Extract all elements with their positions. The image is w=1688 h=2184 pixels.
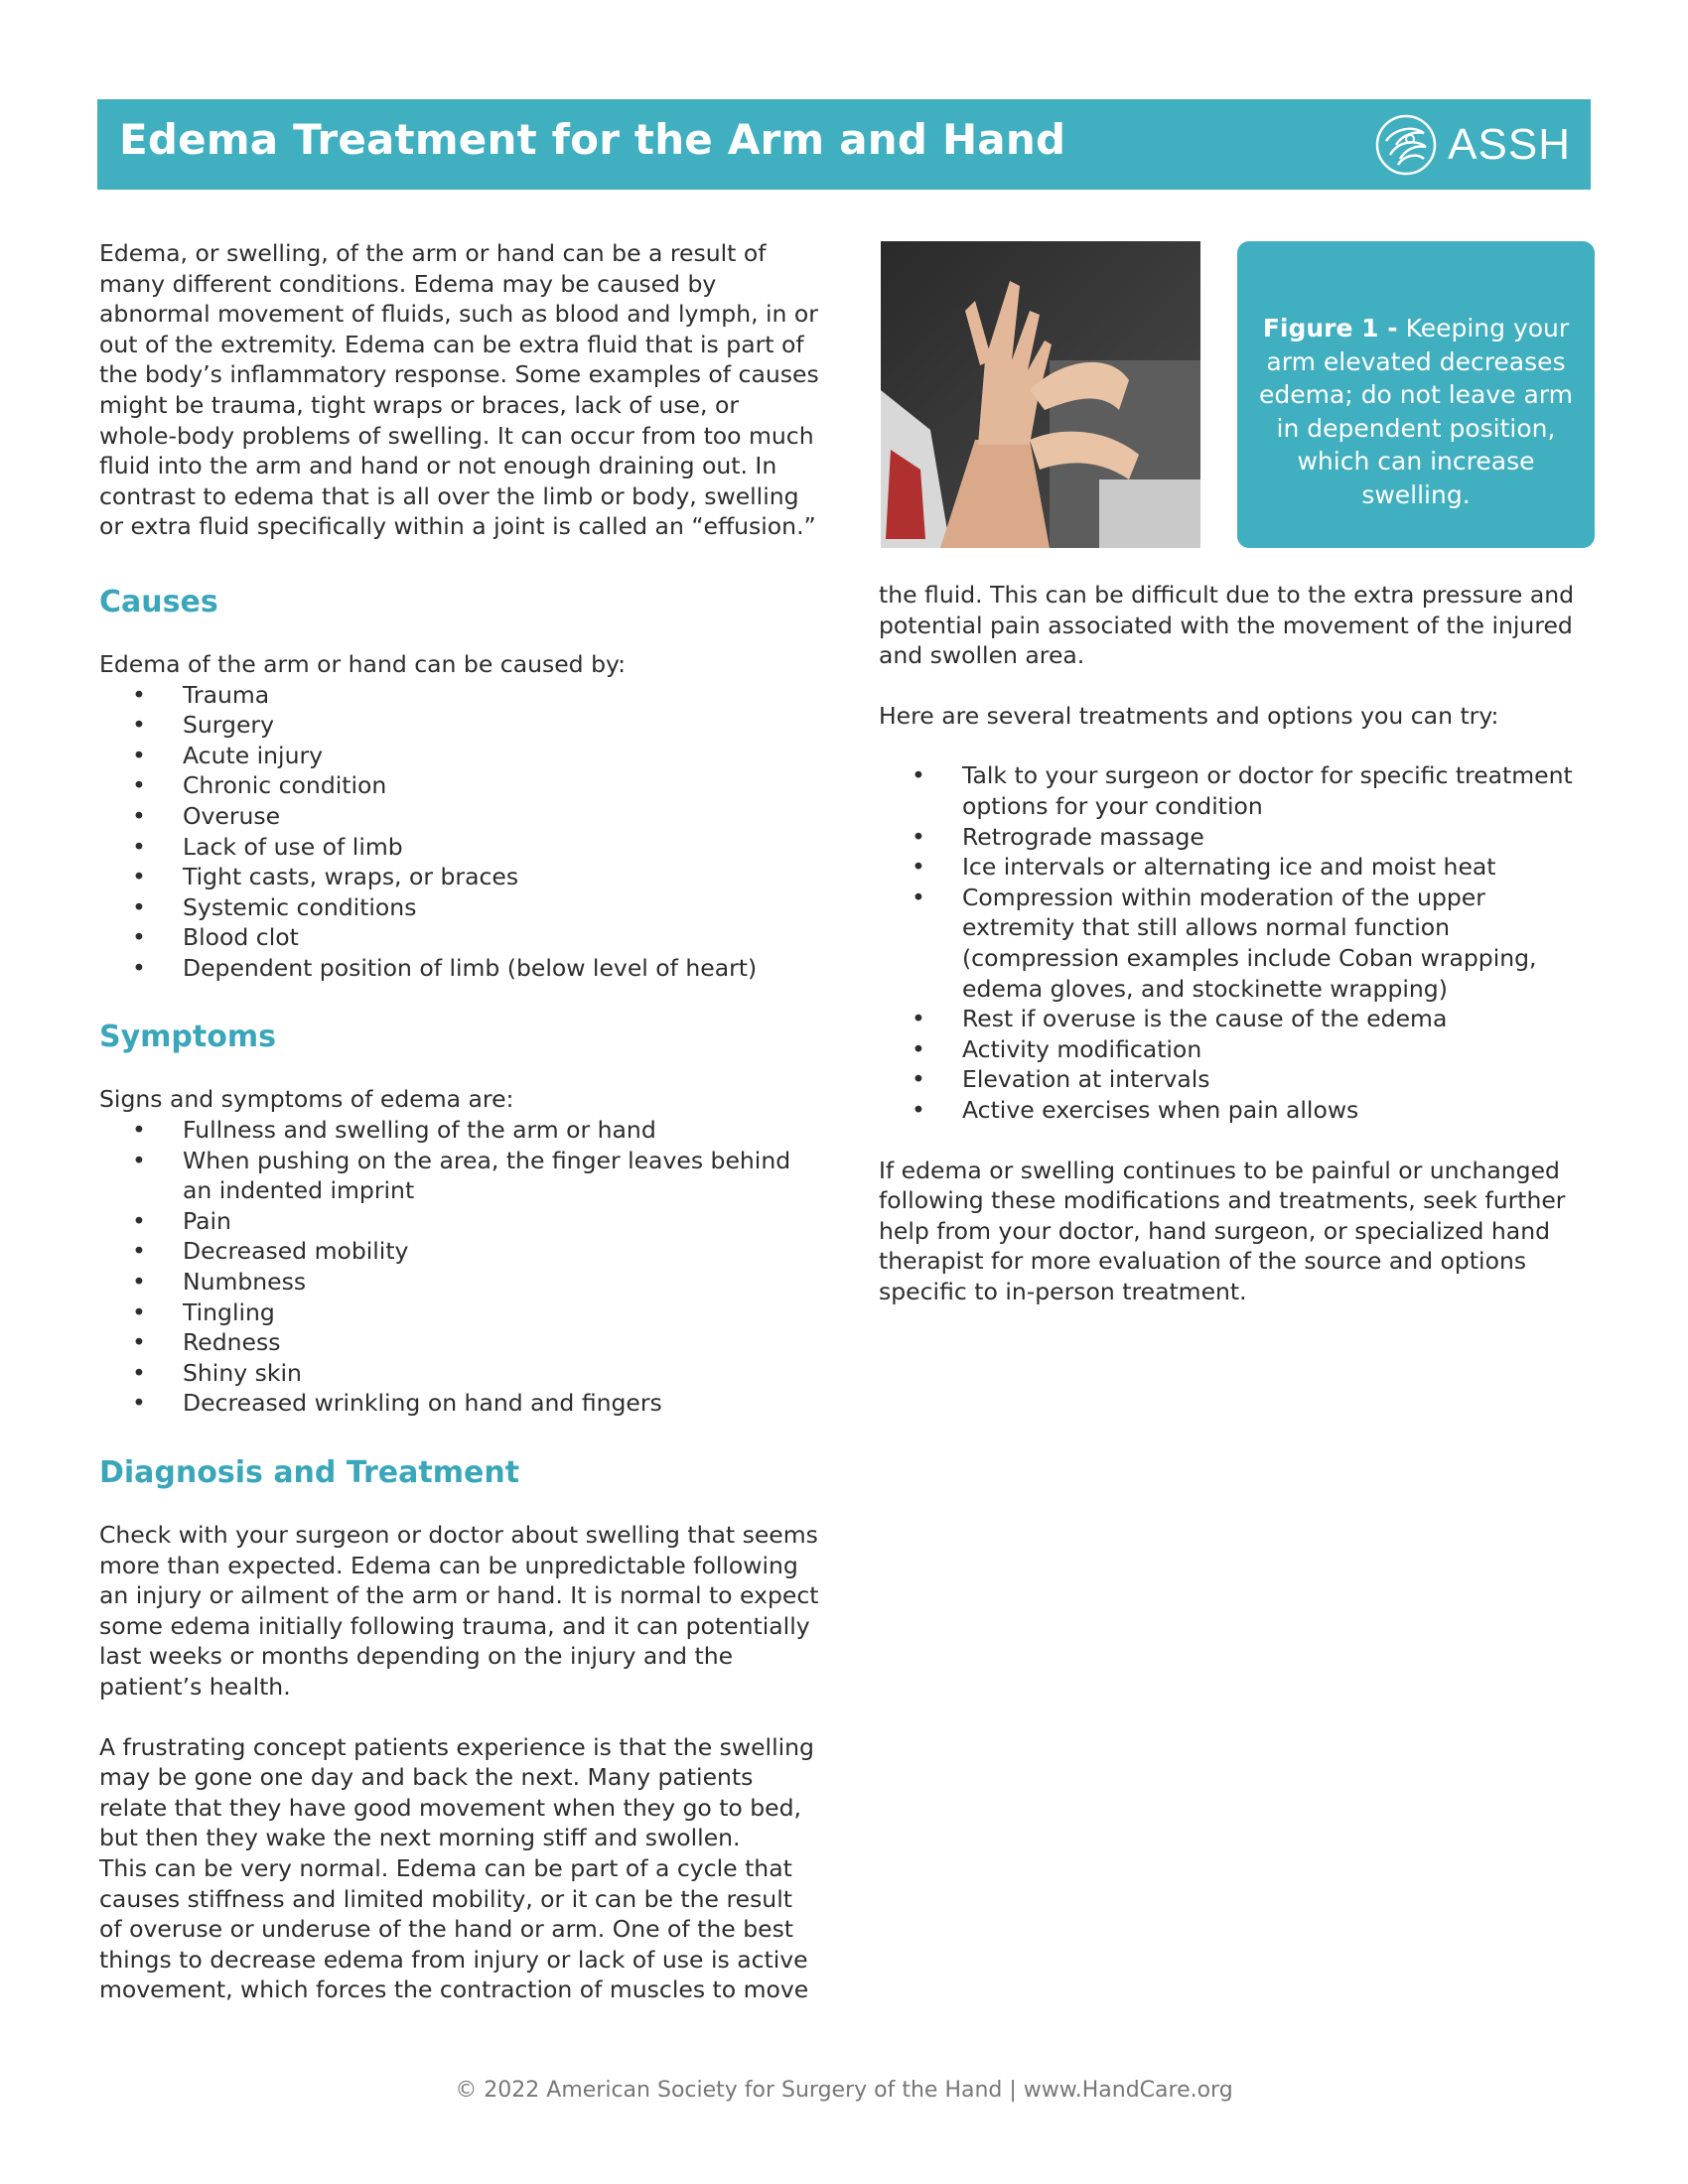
list-item: • Tingling	[99, 1297, 822, 1328]
diagnosis-paragraph-4: the fluid. This can be difficult due to the extra pressure and potential pain associated with the movement of the injured and swollen area.	[879, 581, 1575, 670]
figure-photo	[881, 241, 1200, 548]
list-item: • Shiny skin	[99, 1358, 822, 1389]
assh-logo-icon	[1372, 111, 1440, 179]
list-item: • Surgery	[99, 710, 822, 741]
list-item: • Active exercises when pain allows	[879, 1095, 1594, 1126]
causes-heading: Causes	[99, 584, 218, 619]
list-item: • Fullness and swelling of the arm or hand	[99, 1115, 822, 1146]
list-item: • Pain	[99, 1206, 822, 1237]
list-item: • Chronic condition	[99, 770, 822, 801]
page-footer: © 2022 American Society for Surgery of the Hand | www.HandCare.org	[455, 2078, 1233, 2103]
assh-logo	[1372, 109, 1571, 180]
treatments-list	[879, 760, 1594, 1125]
list-item: • Activity modification	[879, 1034, 1594, 1065]
list-item: • Dependent position of limb (below level of heart)	[99, 953, 822, 984]
closing-paragraph: If edema or swelling continues to be painful or unchanged following these modifications and treatments, seek further help from your doctor, hand surgeon, or specialized hand therapist for more evaluation of the source and options specific to in-person treatment.	[879, 1156, 1566, 1305]
diagnosis-heading: Diagnosis and Treatment	[99, 1455, 520, 1490]
list-item: • Compression within moderation of the upper extremity that still allows normal function (compression examples include Coban wrapping, edema gloves, and stockinette wrapping)	[879, 883, 1594, 1004]
right-column	[879, 580, 1594, 1306]
symptoms-lead: Signs and symptoms of edema are:	[99, 1085, 514, 1114]
treatments-lead: Here are several treatments and options you can try:	[879, 701, 1499, 730]
figure-label: Figure 1 -	[1262, 314, 1398, 342]
list-item: • Decreased wrinkling on hand and fingers	[99, 1388, 822, 1419]
list-item: • Talk to your surgeon or doctor for specific treatment options for your condition	[879, 760, 1594, 821]
arm-elevation-photo	[881, 241, 1200, 548]
list-item: • Elevation at intervals	[879, 1064, 1594, 1095]
list-item: • Trauma	[99, 680, 822, 711]
list-item: • Lack of use of limb	[99, 832, 822, 863]
list-item: • Tight casts, wraps, or braces	[99, 862, 822, 892]
figure-caption-box	[1237, 241, 1595, 548]
figure-caption: Keeping your arm elevated decreases edema; do not leave arm in dependent position, which can increase swelling.	[1259, 314, 1573, 509]
page-header	[97, 99, 1591, 190]
causes-list	[99, 680, 822, 984]
intro-paragraph: Edema, or swelling, of the arm or hand can be a result of many different conditions. Edema may be caused by abnormal movement of fluids, such as blood and lymph, in or out of the extremity. Edema can be extra fluid that is part of the body’s inflammatory response. Some examples of causes might be trauma, tight wraps or braces, lack of use, or whole-body problems of swelling. It can occur from too much fluid into the arm and hand or not enough draining out. In contrast to edema that is all over the limb or body, swelling or extra fluid specifically within a joint is called an “effusion.”	[99, 239, 819, 541]
list-item: • Redness	[99, 1327, 822, 1358]
symptoms-heading: Symptoms	[99, 1020, 276, 1055]
list-item: • Numbness	[99, 1267, 822, 1297]
list-item: • Rest if overuse is the cause of the edema	[879, 1004, 1594, 1034]
causes-lead: Edema of the arm or hand can be caused by:	[99, 649, 627, 678]
list-item: • Systemic conditions	[99, 892, 822, 923]
diagnosis-paragraph-1: Check with your surgeon or doctor about swelling that seems more than expected. Edema can be unpredictable following an injury or ailment of the arm or hand. It is normal to expect some edema initially following trauma, and it can potentially last weeks or months depending on the injury and the patient’s health.	[99, 1521, 819, 1701]
list-item: • Acute injury	[99, 741, 822, 771]
list-item: • Decreased mobility	[99, 1236, 822, 1267]
diagnosis-paragraph-2: A frustrating concept patients experience is that the swelling may be gone one day and back the next. Many patients relate that they have good movement when they go to bed, but then they wake the next morning stiff and swollen.	[99, 1732, 814, 1852]
page-title: Edema Treatment for the Arm and Hand	[119, 115, 1066, 164]
list-item: • When pushing on the area, the finger leaves behind an indented imprint	[99, 1146, 822, 1206]
list-item: • Blood clot	[99, 922, 822, 953]
list-item: • Overuse	[99, 801, 822, 832]
symptoms-list	[99, 1115, 822, 1419]
left-column	[99, 238, 822, 2005]
list-item: • Retrograde massage	[879, 822, 1594, 853]
diagnosis-paragraph-3: This can be very normal. Edema can be part of a cycle that causes stiffness and limited mobility, or it can be the result of overuse or underuse of the hand or arm. One of the best things to decrease edema from injury or lack of use is active movement, which forces the contraction of muscles to move	[99, 1853, 809, 2004]
list-item: • Ice intervals or alternating ice and moist heat	[879, 852, 1594, 883]
logo-text: ASSH	[1448, 119, 1571, 169]
